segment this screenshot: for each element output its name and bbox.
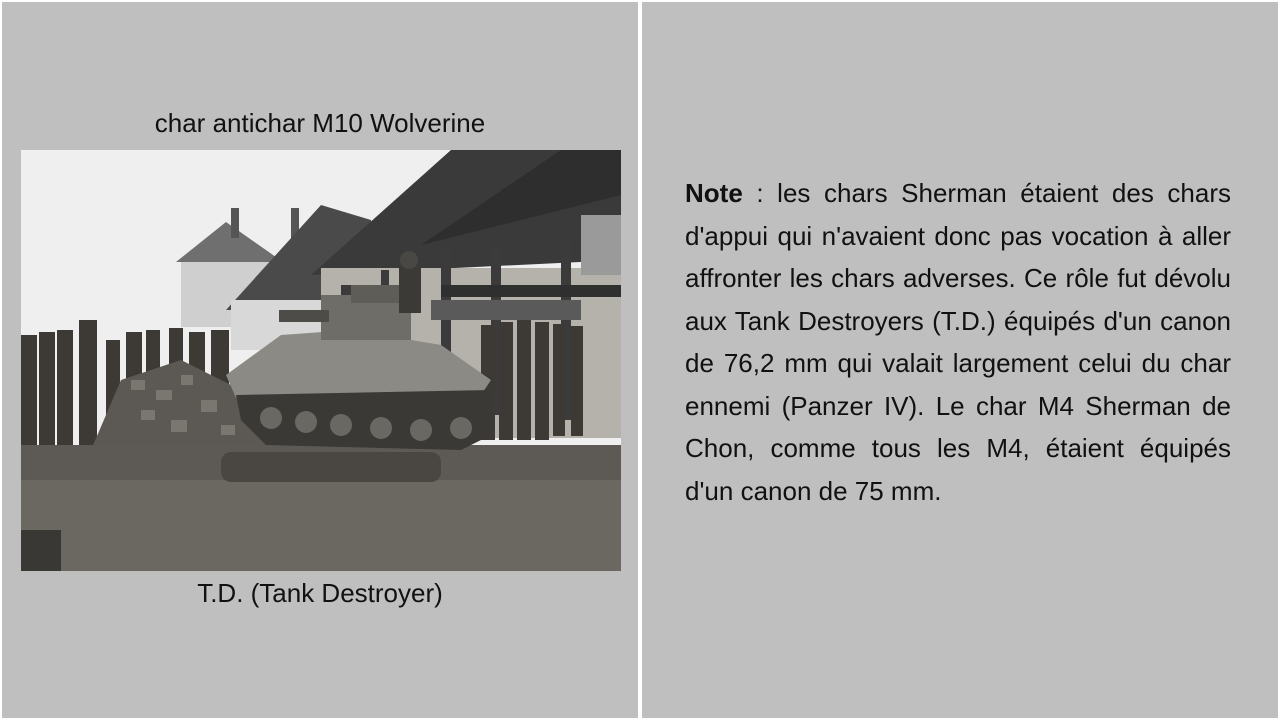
photo-title: char antichar M10 Wolverine	[154, 108, 486, 138]
note-paragraph	[685, 172, 1231, 512]
left-panel	[2, 2, 638, 718]
tank-photo	[21, 150, 621, 571]
note-text: : les chars Sherman étaient des chars d'appui qui n'avaient donc pas vocation à aller affronter les chars adverses. Ce rôle fut dévolu aux Tank Destroyers (T.D.) équipés d'un canon de 76,2 mm qui valait largement celui du char ennemi (Panzer IV). Le char M4 Sherman de Chon, comme tous les M4, étaient équipés d'un canon de 75 mm.	[685, 178, 1231, 506]
tank-photo-illustration	[21, 150, 621, 571]
right-panel	[642, 2, 1278, 718]
photo-caption: T.D. (Tank Destroyer)	[197, 578, 443, 608]
note-label: Note	[685, 178, 743, 208]
